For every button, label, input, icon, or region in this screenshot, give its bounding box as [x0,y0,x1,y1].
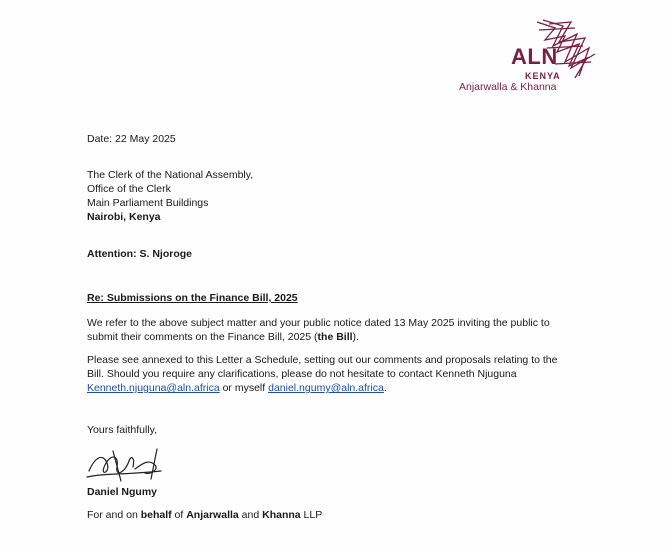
paragraph-2-text: or myself [219,382,269,394]
logo-country: KENYA [525,71,561,81]
aln-logo [455,18,615,98]
signatory-name: Daniel Ngumy [87,486,158,498]
firm-suffix: LLP [300,509,323,521]
behalf-of: of [171,509,187,521]
paragraph-2-line-1: Please see annexed to this Letter a Schedule, setting out our comments and proposals relating to the [87,354,558,366]
address-line-2: Office of the Clerk [87,183,171,195]
firm-name-2: Khanna [262,509,301,521]
closing: Yours faithfully, [87,424,158,436]
paragraph-1-text: submit their comments on the Finance Bill, 2025 ( [87,331,318,343]
paragraph-1-line-1: We refer to the above subject matter and your public notice dated 13 May 2025 inviting the public to [87,317,550,329]
letter-date: Date: 22 May 2025 [87,133,176,145]
behalf-line [87,509,322,522]
paragraph-2-line-3 [87,382,387,395]
paragraph-2-end: . [383,382,387,394]
subject-line: Re: Submissions on the Finance Bill, 2025 [87,292,298,304]
address-line-1: The Clerk of the National Assembly, [87,169,254,181]
logo-firm-name: Anjarwalla & Khanna [459,81,557,93]
address-line-4: Nairobi, Kenya [87,211,161,223]
paragraph-1-line-2 [87,331,359,344]
attention-line: Attention: S. Njoroge [87,248,192,260]
paragraph-1-end: ). [352,331,359,343]
behalf-and: and [238,509,263,521]
paragraph-2-line-2: Bill. Should you require any clarifications, please do not hesitate to contact Kenneth Njuguna [87,368,517,380]
signature [85,443,175,485]
firm-name-1: Anjarwalla [186,509,239,521]
address-line-3: Main Parliament Buildings [87,197,209,209]
email-link-kenneth[interactable]: Kenneth.njuguna@aln.africa [87,382,220,394]
email-link-daniel[interactable]: daniel.ngumy@aln.africa [268,382,384,394]
behalf-word: behalf [140,509,172,521]
bill-term: the Bill [317,331,353,343]
behalf-pre: For and on [87,509,141,521]
logo-brand: ALN [511,44,558,69]
